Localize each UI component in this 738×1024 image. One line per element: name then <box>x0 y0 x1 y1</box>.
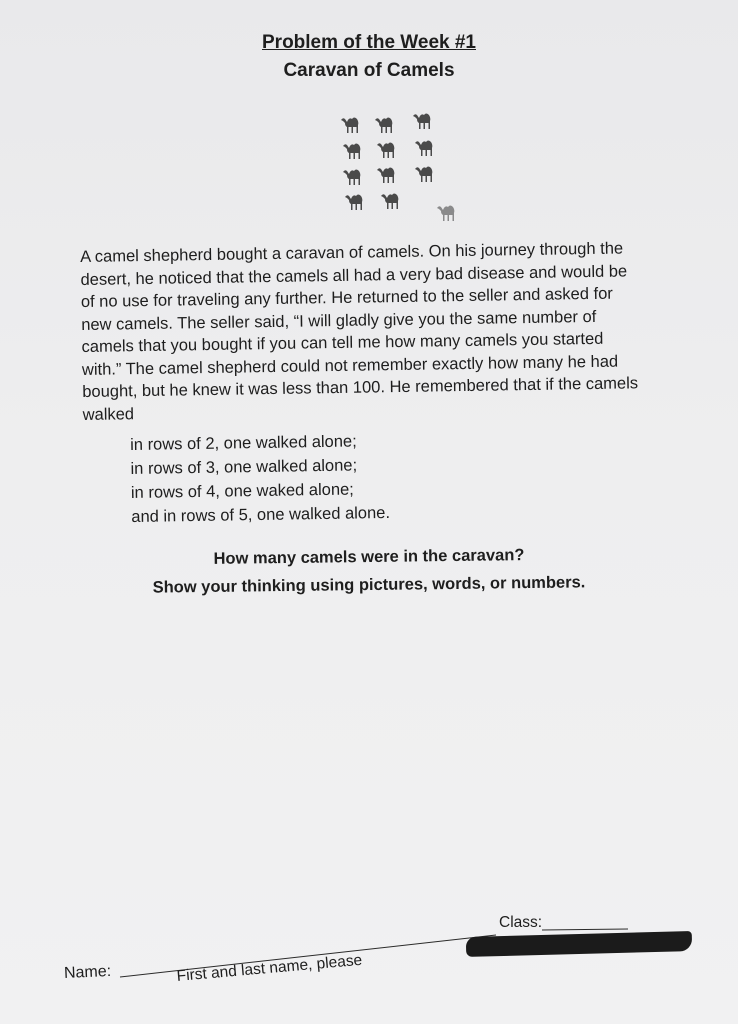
camel-icon <box>343 144 360 160</box>
camel-icon <box>381 194 398 210</box>
camel-icon <box>341 118 358 134</box>
camel-icon <box>415 167 432 183</box>
page-subtitle: Caravan of Camels <box>283 60 455 81</box>
conditions-list <box>130 429 390 529</box>
paragraph-line: walked <box>82 404 135 424</box>
paragraph-line: with.” The camel shepherd could not remember exactly how many he had <box>81 352 619 379</box>
camel-icon <box>375 118 392 134</box>
instruction-text: Show your thinking using pictures, words, or numbers. <box>152 573 586 597</box>
condition-item: and in rows of 5, one walked alone. <box>131 503 391 526</box>
class-label: Class: <box>499 914 543 931</box>
condition-item: in rows of 3, one walked alone; <box>130 456 358 478</box>
camel-icon <box>343 170 360 186</box>
class-line[interactable] <box>542 929 628 930</box>
paragraph-line: of no use for traveling any further. He returned to the seller and asked for <box>80 284 613 311</box>
footer <box>0 900 738 1024</box>
paragraph-line: desert, he noticed that the camels all had a very bad disease and would be <box>80 261 628 289</box>
name-hint: First and last name, please <box>176 951 363 985</box>
camel-icon <box>413 114 430 130</box>
condition-item: in rows of 4, one waked alone; <box>130 480 354 502</box>
name-label: Name: <box>63 962 112 983</box>
camel-icon <box>377 168 394 184</box>
camel-icon <box>437 206 454 222</box>
page-title: Problem of the Week #1 <box>262 32 476 53</box>
camel-icon <box>415 141 432 157</box>
paragraph-line: camels that you bought if you can tell me how many camels you started <box>81 329 604 356</box>
camel-icon <box>345 195 362 211</box>
paragraph-line: new camels. The seller said, “I will gladly give you the same number of <box>81 307 597 334</box>
camel-illustration <box>334 108 474 228</box>
question-text: How many camels were in the caravan? <box>213 546 525 568</box>
paragraph-line: A camel shepherd bought a caravan of camels. On his journey through the <box>80 239 624 266</box>
condition-item: in rows of 2, one walked alone; <box>130 432 357 454</box>
paragraph-line: bought, but he knew it was less than 100. He remembered that if the camels <box>82 374 639 401</box>
camel-icon <box>377 143 394 159</box>
problem-paragraph <box>80 236 718 426</box>
